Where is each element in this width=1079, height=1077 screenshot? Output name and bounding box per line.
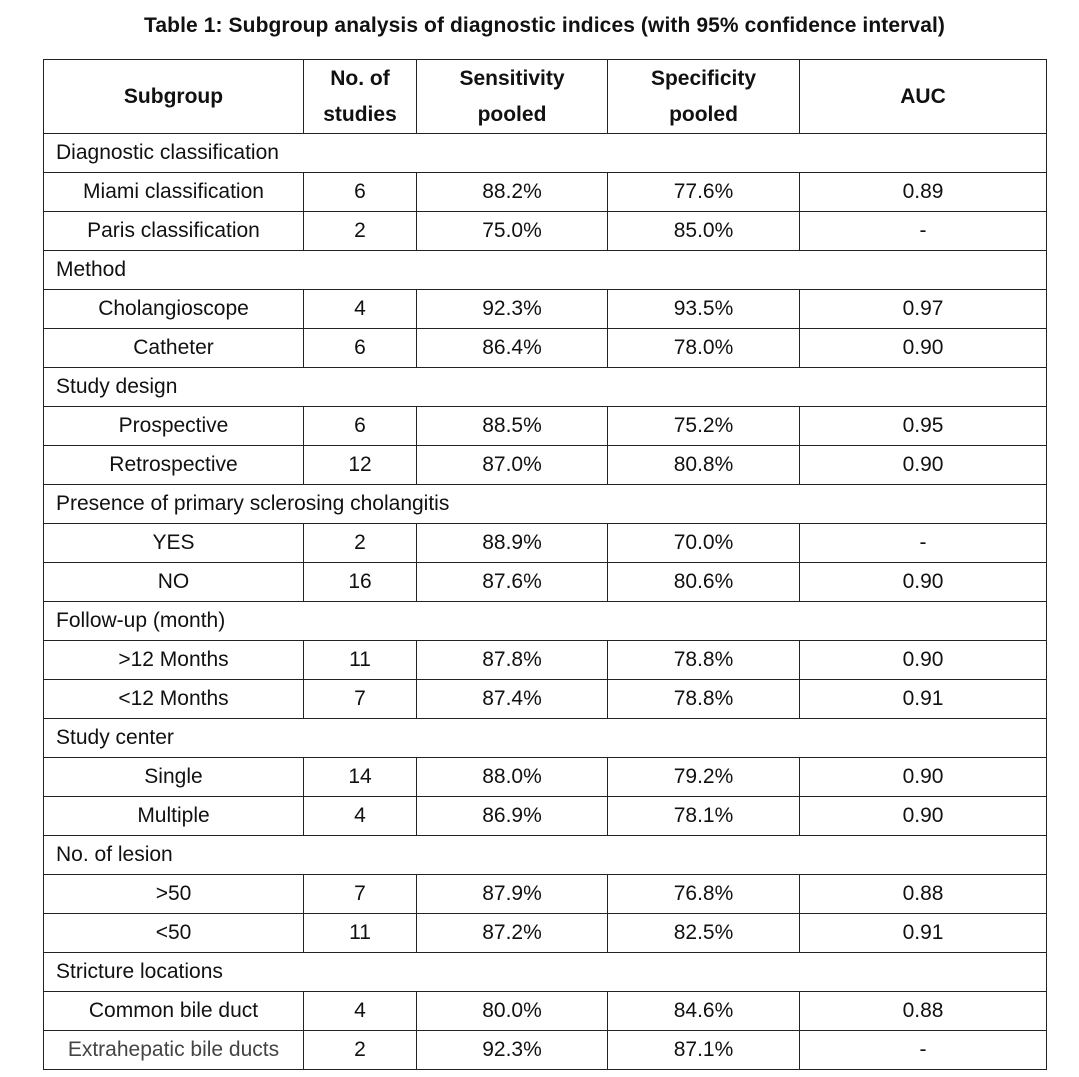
cell-specificity: 75.2% xyxy=(608,407,800,446)
cell-auc: 0.90 xyxy=(800,797,1047,836)
cell-sensitivity: 88.0% xyxy=(417,758,608,797)
col-header-specificity xyxy=(608,60,800,134)
group-label: Study center xyxy=(44,719,1047,758)
cell-auc: 0.95 xyxy=(800,407,1047,446)
group-row xyxy=(44,134,1047,173)
table-header xyxy=(44,60,1047,134)
subgroup-analysis-table xyxy=(43,59,1047,1070)
cell-specificity: 80.6% xyxy=(608,563,800,602)
cell-specificity: 78.8% xyxy=(608,680,800,719)
col-header-subgroup xyxy=(44,60,304,134)
cell-sensitivity: 75.0% xyxy=(417,212,608,251)
cell-subgroup: Catheter xyxy=(44,329,304,368)
table-row xyxy=(44,680,1047,719)
table-row xyxy=(44,797,1047,836)
cell-subgroup: Single xyxy=(44,758,304,797)
table-row xyxy=(44,758,1047,797)
col-header-studies xyxy=(304,60,417,134)
col-header-sensitivity xyxy=(417,60,608,134)
table-row xyxy=(44,329,1047,368)
cell-sensitivity: 87.8% xyxy=(417,641,608,680)
cell-subgroup: Prospective xyxy=(44,407,304,446)
group-label: Study design xyxy=(44,368,1047,407)
cell-sensitivity: 88.9% xyxy=(417,524,608,563)
cell-specificity: 76.8% xyxy=(608,875,800,914)
cell-auc: 0.89 xyxy=(800,173,1047,212)
cell-studies: 12 xyxy=(304,446,417,485)
cell-studies: 6 xyxy=(304,173,417,212)
cell-auc: 0.97 xyxy=(800,290,1047,329)
cell-specificity: 78.8% xyxy=(608,641,800,680)
group-row xyxy=(44,602,1047,641)
group-label: No. of lesion xyxy=(44,836,1047,875)
cell-specificity: 79.2% xyxy=(608,758,800,797)
cell-subgroup: Extrahepatic bile ducts xyxy=(44,1031,304,1070)
table-body xyxy=(44,134,1047,1070)
col-header-specificity-line2: pooled xyxy=(669,102,738,126)
cell-sensitivity: 86.9% xyxy=(417,797,608,836)
cell-specificity: 93.5% xyxy=(608,290,800,329)
group-label: Stricture locations xyxy=(44,953,1047,992)
group-row xyxy=(44,719,1047,758)
table-row xyxy=(44,173,1047,212)
col-header-subgroup-label: Subgroup xyxy=(123,84,224,108)
cell-studies: 6 xyxy=(304,329,417,368)
cell-specificity: 78.1% xyxy=(608,797,800,836)
cell-auc: 0.88 xyxy=(800,875,1047,914)
cell-specificity: 78.0% xyxy=(608,329,800,368)
cell-specificity: 85.0% xyxy=(608,212,800,251)
cell-studies: 4 xyxy=(304,290,417,329)
cell-studies: 6 xyxy=(304,407,417,446)
group-row xyxy=(44,485,1047,524)
col-header-sensitivity-line2: pooled xyxy=(477,102,547,126)
cell-studies: 4 xyxy=(304,797,417,836)
cell-subgroup: Multiple xyxy=(44,797,304,836)
col-header-auc xyxy=(800,60,1047,134)
group-label: Method xyxy=(44,251,1047,290)
cell-auc: 0.90 xyxy=(800,563,1047,602)
cell-studies: 14 xyxy=(304,758,417,797)
cell-subgroup: >12 Months xyxy=(44,641,304,680)
group-row xyxy=(44,836,1047,875)
table-row xyxy=(44,641,1047,680)
cell-studies: 7 xyxy=(304,875,417,914)
table-row xyxy=(44,407,1047,446)
cell-auc: 0.90 xyxy=(800,641,1047,680)
table-row xyxy=(44,1031,1047,1070)
cell-subgroup: <12 Months xyxy=(44,680,304,719)
cell-studies: 2 xyxy=(304,524,417,563)
cell-sensitivity: 80.0% xyxy=(417,992,608,1031)
cell-subgroup: Paris classification xyxy=(44,212,304,251)
col-header-studies-line2: studies xyxy=(323,102,397,126)
col-header-specificity-line1: Specificity xyxy=(650,66,757,90)
cell-studies: 4 xyxy=(304,992,417,1031)
cell-auc: - xyxy=(800,1031,1047,1070)
cell-subgroup: >50 xyxy=(44,875,304,914)
col-header-auc-label: AUC xyxy=(900,84,946,108)
cell-sensitivity: 86.4% xyxy=(417,329,608,368)
cell-sensitivity: 87.0% xyxy=(417,446,608,485)
header-row xyxy=(44,60,1047,134)
table-row xyxy=(44,212,1047,251)
cell-sensitivity: 87.9% xyxy=(417,875,608,914)
cell-subgroup: <50 xyxy=(44,914,304,953)
cell-studies: 11 xyxy=(304,641,417,680)
cell-auc: 0.90 xyxy=(800,758,1047,797)
cell-sensitivity: 87.2% xyxy=(417,914,608,953)
cell-subgroup: Retrospective xyxy=(44,446,304,485)
cell-studies: 7 xyxy=(304,680,417,719)
table-row xyxy=(44,446,1047,485)
cell-auc: 0.88 xyxy=(800,992,1047,1031)
cell-subgroup: YES xyxy=(44,524,304,563)
cell-auc: - xyxy=(800,524,1047,563)
cell-subgroup: NO xyxy=(44,563,304,602)
cell-sensitivity: 92.3% xyxy=(417,1031,608,1070)
cell-auc: 0.90 xyxy=(800,446,1047,485)
cell-sensitivity: 87.6% xyxy=(417,563,608,602)
table-row xyxy=(44,563,1047,602)
cell-specificity: 82.5% xyxy=(608,914,800,953)
table-row xyxy=(44,290,1047,329)
cell-specificity: 80.8% xyxy=(608,446,800,485)
col-header-studies-line1: No. of xyxy=(330,66,390,90)
cell-sensitivity: 88.2% xyxy=(417,173,608,212)
cell-auc: 0.91 xyxy=(800,680,1047,719)
group-label: Presence of primary sclerosing cholangitis xyxy=(44,485,1047,524)
cell-auc: - xyxy=(800,212,1047,251)
group-row xyxy=(44,368,1047,407)
group-label: Diagnostic classification xyxy=(44,134,1047,173)
cell-studies: 16 xyxy=(304,563,417,602)
cell-auc: 0.90 xyxy=(800,329,1047,368)
cell-specificity: 70.0% xyxy=(608,524,800,563)
table-row xyxy=(44,875,1047,914)
group-row xyxy=(44,251,1047,290)
cell-studies: 11 xyxy=(304,914,417,953)
cell-studies: 2 xyxy=(304,212,417,251)
cell-studies: 2 xyxy=(304,1031,417,1070)
cell-auc: 0.91 xyxy=(800,914,1047,953)
cell-sensitivity: 88.5% xyxy=(417,407,608,446)
group-row xyxy=(44,953,1047,992)
cell-sensitivity: 87.4% xyxy=(417,680,608,719)
cell-specificity: 77.6% xyxy=(608,173,800,212)
table-row xyxy=(44,914,1047,953)
cell-sensitivity: 92.3% xyxy=(417,290,608,329)
col-header-sensitivity-line1: Sensitivity xyxy=(459,66,565,90)
table-row xyxy=(44,992,1047,1031)
cell-subgroup: Miami classification xyxy=(44,173,304,212)
cell-subgroup: Cholangioscope xyxy=(44,290,304,329)
cell-specificity: 84.6% xyxy=(608,992,800,1031)
group-label: Follow-up (month) xyxy=(44,602,1047,641)
cell-subgroup: Common bile duct xyxy=(44,992,304,1031)
table-title: Table 1: Subgroup analysis of diagnostic indices (with 95% confidence interval) xyxy=(144,14,945,37)
cell-specificity: 87.1% xyxy=(608,1031,800,1070)
table-row xyxy=(44,524,1047,563)
